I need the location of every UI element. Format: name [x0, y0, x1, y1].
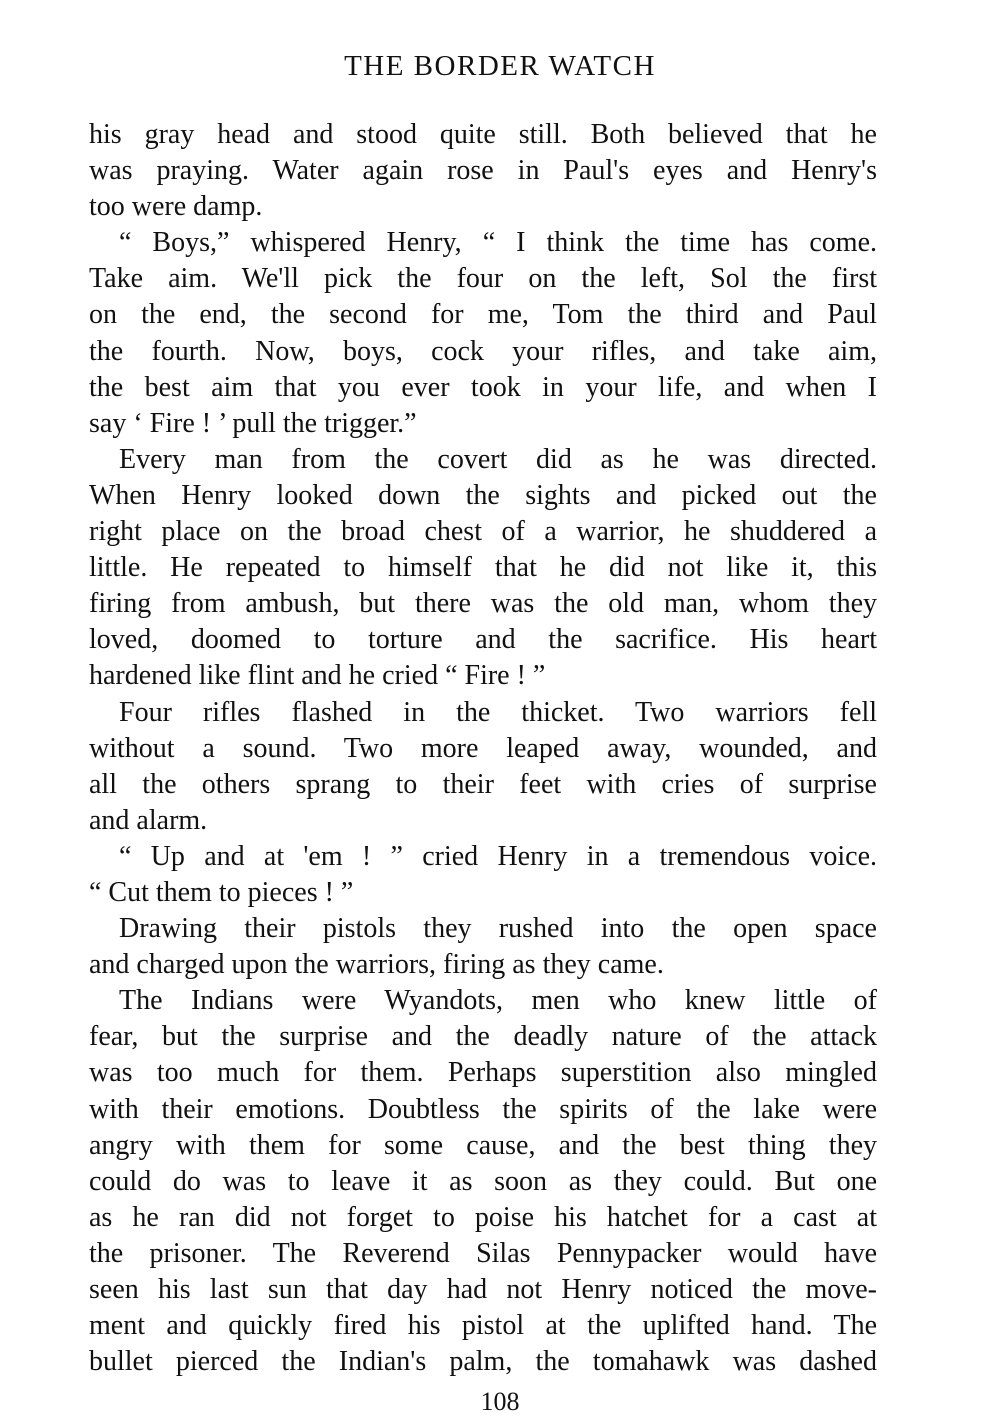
text-line: “ Cut them to pieces ! ”: [89, 876, 354, 908]
text-line: ment and quickly fired his pistol at the uplifted hand. The: [89, 1310, 877, 1342]
text-line: without a sound. Two more leaped away, wounded, and: [89, 732, 877, 764]
text-line: When Henry looked down the sights and picked out the: [89, 479, 877, 511]
text-line: Drawing their pistols they rushed into the open space: [119, 913, 877, 945]
text-line: The Indians were Wyandots, men who knew little of: [119, 985, 877, 1017]
text-line: all the others sprang to their feet with cries of surprise: [89, 768, 877, 800]
text-line: angry with them for some cause, and the best thing they: [89, 1129, 877, 1161]
body-text: [89, 117, 877, 1380]
text-line: was too much for them. Perhaps superstition also mingled: [89, 1057, 877, 1089]
text-line: as he ran did not forget to poise his hatchet for a cast at: [89, 1201, 877, 1233]
text-line: could do was to leave it as soon as they could. But one: [89, 1165, 877, 1197]
text-line: Every man from the covert did as he was directed.: [119, 443, 877, 475]
text-line: and alarm.: [89, 804, 208, 836]
text-line: loved, doomed to torture and the sacrifice. His heart: [89, 624, 877, 656]
text-line: on the end, the second for me, Tom the third and Paul: [89, 299, 877, 331]
text-line: “ Up and at 'em ! ” cried Henry in a tremendous voice.: [119, 840, 877, 872]
text-line: the best aim that you ever took in your life, and when I: [89, 371, 877, 403]
text-line: “ Boys,” whispered Henry, “ I think the time has come.: [119, 227, 877, 259]
text-line: and charged upon the warriors, firing as they came.: [89, 949, 664, 981]
text-line: firing from ambush, but there was the old man, whom they: [89, 588, 877, 620]
text-line: Take aim. We'll pick the four on the left, Sol the first: [89, 263, 877, 295]
running-header: THE BORDER WATCH: [344, 50, 656, 82]
text-line: Four rifles flashed in the thicket. Two warriors fell: [119, 696, 877, 728]
text-line: seen his last sun that day had not Henry noticed the move-: [89, 1274, 877, 1305]
text-line: the prisoner. The Reverend Silas Pennypacker would have: [89, 1237, 877, 1269]
text-line: right place on the broad chest of a warrior, he shuddered a: [89, 516, 877, 548]
text-line: little. He repeated to himself that he did not like it, this: [89, 552, 877, 584]
text-line: his gray head and stood quite still. Both believed that he: [89, 119, 877, 150]
text-line: was praying. Water again rose in Paul's eyes and Henry's: [89, 155, 877, 187]
text-line: too were damp.: [89, 191, 263, 223]
page-number: 108: [480, 1387, 520, 1416]
text-line: fear, but the surprise and the deadly nature of the attack: [89, 1021, 877, 1053]
text-line: the fourth. Now, boys, cock your rifles, and take aim,: [89, 335, 877, 367]
text-line: with their emotions. Doubtless the spirits of the lake were: [89, 1093, 877, 1125]
text-line: say ‘ Fire ! ’ pull the trigger.”: [89, 407, 417, 439]
text-line: bullet pierced the Indian's palm, the tomahawk was dashed: [89, 1346, 877, 1378]
text-line: hardened like flint and he cried “ Fire ! ”: [89, 660, 546, 692]
